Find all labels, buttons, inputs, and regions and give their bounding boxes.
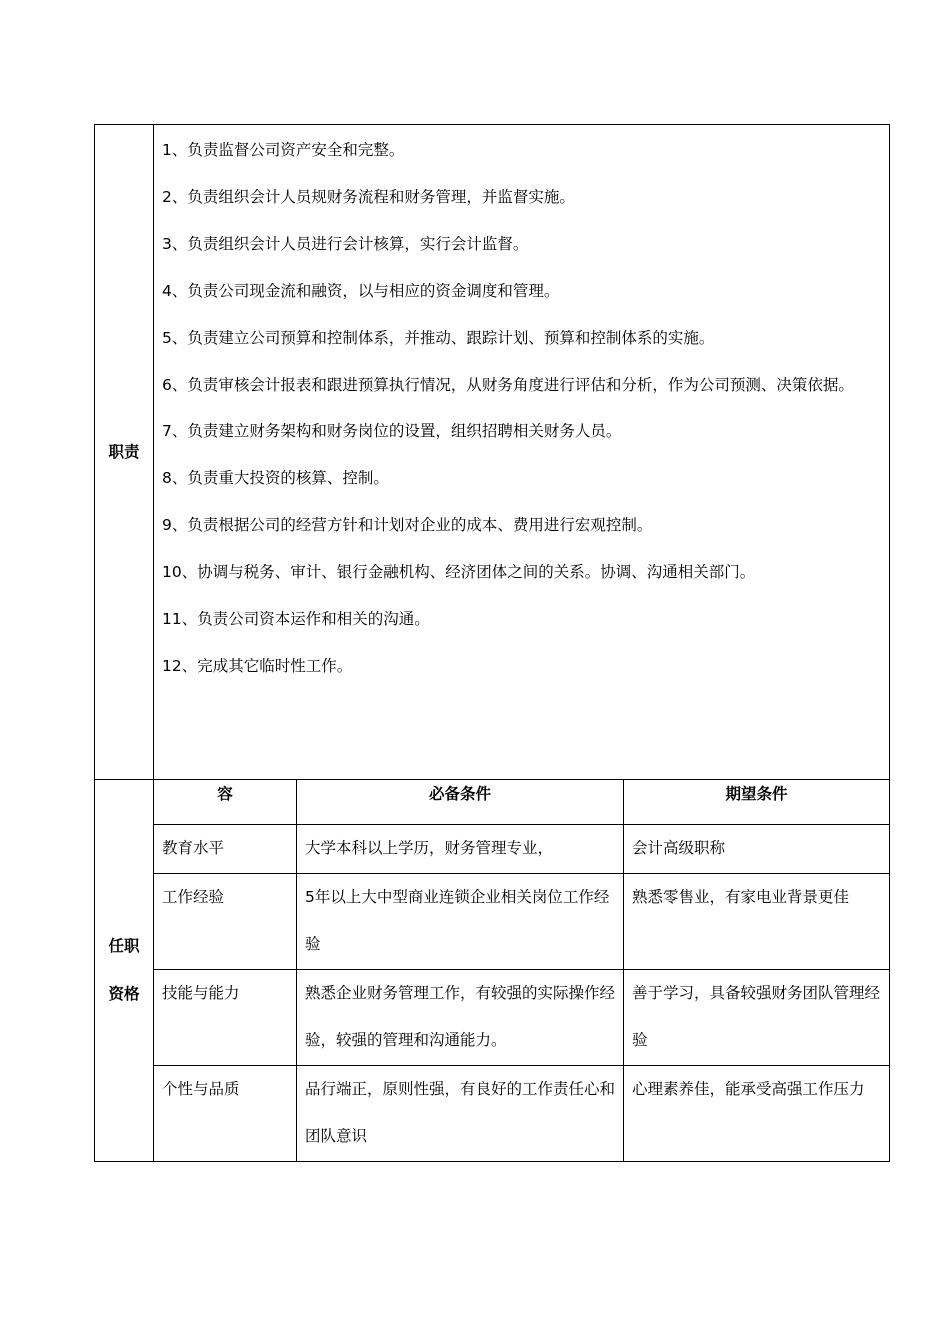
table-row [154,969,889,1065]
duties-row [95,125,890,780]
row-label: 工作经验 [154,873,297,969]
qualifications-label [95,780,154,1162]
preferred-cell: 会计高级职称 [624,825,890,874]
row-label: 个性与品质 [162,1079,240,1098]
header-required: 必备条件 [297,780,624,825]
preferred-cell: 熟悉零售业，有家电业背景更佳 [624,873,890,969]
header-preferred: 期望条件 [624,780,890,825]
duties-cell [154,125,890,780]
job-description-table [94,124,890,1162]
duty-item: 4、负责公司现金流和融资，以与相应的资金调度和管理。 [162,281,560,300]
duty-item: 12、完成其它临时性工作。 [162,656,353,675]
preferred-cell: 心理素养佳，能承受高强工作压力 [624,1065,890,1161]
duty-item: 9、负责根据公司的经营方针和计划对企业的成本、费用进行宏观控制。 [162,516,653,535]
required-cell: 5年以上大中型商业连锁企业相关岗位工作经验 [297,873,624,969]
duty-item: 10、协调与税务、审计、银行金融机构、经济团体之间的关系。协调、沟通相关部门。 [162,563,756,582]
duty-item: 7、负责建立财务架构和财务岗位的设置，组织招聘相关财务人员。 [162,422,622,441]
duties-list [154,125,889,779]
required-cell: 品行端正，原则性强，有良好的工作责任心和团队意识 [297,1065,624,1161]
row-label: 技能与能力 [154,969,297,1065]
duty-item: 8、负责重大投资的核算、控制。 [162,469,389,488]
duty-item: 1、负责监督公司资产安全和完整。 [162,141,405,159]
duty-item: 6、负责审核会计报表和跟进预算执行情况，从财务角度进行评估和分析，作为公司预测、决策依据。 [162,375,854,394]
table-row [154,873,889,969]
preferred-cell: 善于学习，具备较强财务团队管理经验 [624,969,890,1065]
qualifications-cell [154,780,890,1162]
duty-item: 3、负责组织会计人员进行会计核算，实行会计监督。 [162,234,529,253]
qualifications-row [95,780,890,1162]
row-label: 教育水平 [154,825,297,874]
duty-item: 2、负责组织会计人员规财务流程和财务管理，并监督实施。 [162,187,575,206]
qualifications-table [154,780,889,1161]
duty-item: 5、负责建立公司预算和控制体系，并推动、跟踪计划、预算和控制体系的实施。 [162,328,715,347]
qualifications-header-row [154,780,889,825]
required-cell: 熟悉企业财务管理工作，有较强的实际操作经验，较强的管理和沟通能力。 [297,969,624,1065]
qualifications-label-text: 任职资格 [108,937,140,1004]
duty-item: 11、负责公司资本运作和相关的沟通。 [162,610,430,629]
duties-label: 职责 [95,125,154,780]
table-row [154,1065,889,1161]
header-item: 容 [154,780,297,825]
required-cell: 大学本科以上学历，财务管理专业， [297,825,624,874]
table-row [154,825,889,874]
